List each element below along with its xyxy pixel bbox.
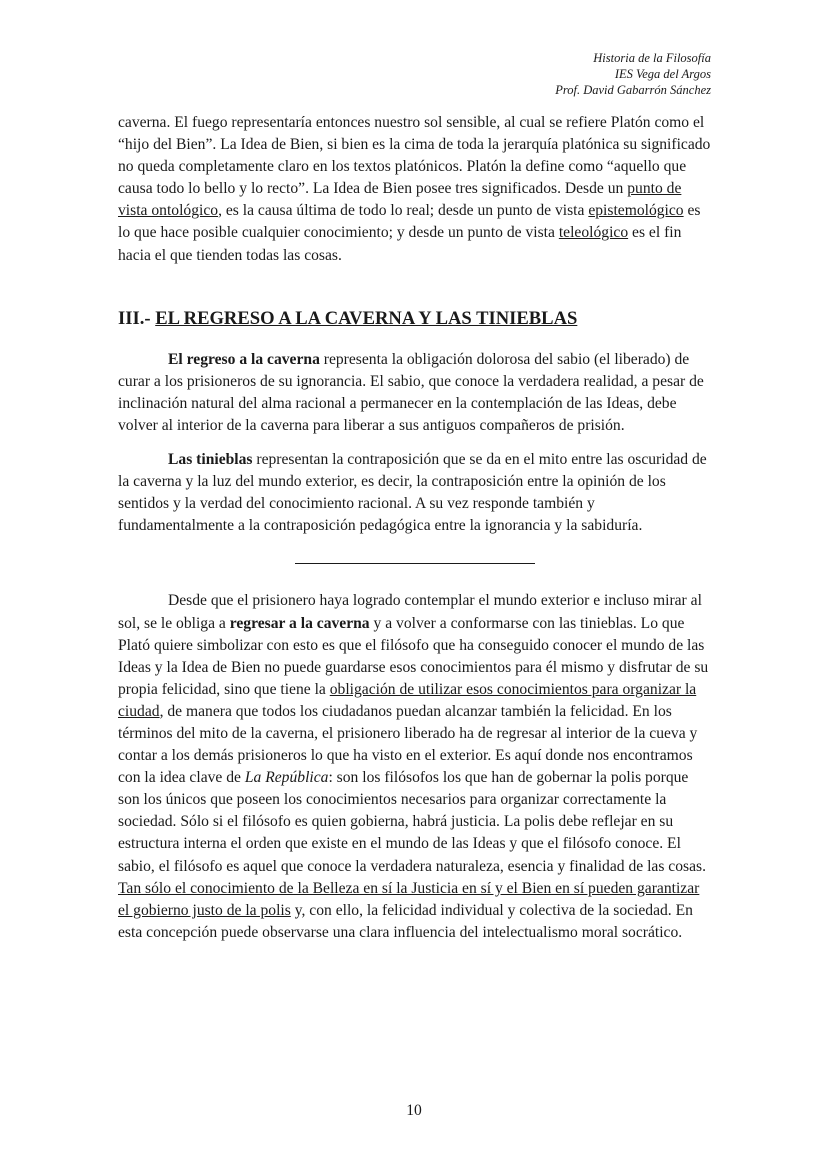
page-header: [555, 50, 711, 98]
text-segment: es el fin hacia el que tienden todas las cosas.: [118, 224, 682, 264]
text-segment: y, con ello, la felicidad individual y colectiva de la sociedad. En esta concepción puede observarse una clara influencia del intelectualismo moral socrático.: [118, 901, 693, 941]
paragraph-regreso: [118, 349, 712, 437]
bold-term-regresar: regresar a la caverna: [229, 614, 370, 632]
paragraph-tinieblas: [118, 449, 712, 537]
text-segment: representa la obligación dolorosa del sabio (el liberado) de curar a los prisioneros de su ignorancia. El sabio, que conoce la verdadera realidad, a pesar de inclinación natural del alma racional a permanecer en la contemplación de las Ideas, debe volver al interior de la caverna para liberar a sus antiguos compañeros de prisión.: [118, 350, 704, 434]
paragraph-filosofo-gobernante: [118, 590, 712, 944]
section-heading: [118, 307, 712, 331]
page-body: [118, 112, 712, 944]
underlined-ontologico: punto de vista ontológico: [118, 180, 682, 220]
section-number: III.-: [118, 307, 151, 329]
underlined-conocimiento: Tan sólo el conocimiento de la Belleza en sí la Justicia en sí y el Bien en sí pueden garantizar el gobierno justo de la polis: [118, 879, 700, 919]
bold-term-regreso: El regreso a la caverna: [168, 350, 320, 368]
header-teacher: Prof. David Gabarrón Sánchez: [555, 83, 711, 97]
underlined-epistemologico: epistemológico: [588, 202, 684, 220]
page-number: 10: [406, 1102, 422, 1119]
text-segment: representan la contraposición que se da en el mito entre las oscuridad de la caverna y la luz del mundo exterior, es decir, la contraposición entre la opinión de los sentidos y la verdad del conocimiento racional. A su vez responde también y fundamentalmente a la contraposición pedagógica entre la ignorancia y la sabiduría.: [118, 451, 707, 535]
underlined-teleologico: teleológico: [558, 224, 629, 242]
italic-la-republica: La República: [244, 769, 329, 787]
paragraph-idea-de-bien: [118, 112, 712, 267]
text-segment: es lo que hace posible cualquier conocimiento; y desde un punto de vista: [118, 202, 701, 242]
separator-line: [295, 563, 535, 564]
text-segment: caverna. El fuego representaría entonces nuestro sol sensible, al cual se refiere Platón como el “hijo del Bien”. La Idea de Bien, si bien es la cima de toda la jerarquía platónica su significado no queda completamente claro en los textos platónicos. Platón la define como “aquello que causa todo lo bello y lo recto”. La Idea de Bien posee tres significados. Desde un: [118, 114, 711, 198]
text-segment: , es la causa última de todo lo real; desde un punto de vista: [218, 202, 589, 220]
underlined-obligacion: obligación de utilizar esos conocimientos para organizar la ciudad: [118, 680, 697, 720]
section-title: EL REGRESO A LA CAVERNA Y LAS TINIEBLAS: [155, 307, 578, 329]
text-segment: , de manera que todos los ciudadanos puedan alcanzar también la felicidad. En los términos del mito de la caverna, el prisionero liberado ha de regresar al interior de la cueva y contar a los demás prisioneros lo que ha visto en el exterior. Es aquí donde nos encontramos con la idea clave de: [118, 702, 698, 787]
text-segment: : son los filósofos los que han de gobernar la polis porque son los únicos que poseen los conocimientos necesarios para organizar correctamente la sociedad. Sólo si el filósofo es quien gobierna, habrá justicia. La polis debe reflejar en su estructura interna el orden que existe en el mundo de las Ideas y que el filósofo conoce. El sabio, el filósofo es aquel que conoce la verdadera naturaleza, esencia y finalidad de las cosas.: [118, 769, 706, 875]
header-course: Historia de la Filosofía: [593, 51, 711, 65]
text-segment: Desde que el prisionero haya logrado contemplar el mundo exterior e incluso mirar al sol, se le obliga a: [118, 592, 702, 632]
header-school: IES Vega del Argos: [614, 67, 711, 81]
bold-term-tinieblas: Las tinieblas: [168, 451, 253, 469]
text-segment: y a volver a conformarse con las tinieblas. Lo que Plató quiere simbolizar con esto es que el filósofo que ha conseguido conocer el mundo de las Ideas y la Idea de Bien no puede guardarse esos conocimientos para él mismo y disfrutar de su propia felicidad, sino que tiene la: [118, 614, 709, 698]
